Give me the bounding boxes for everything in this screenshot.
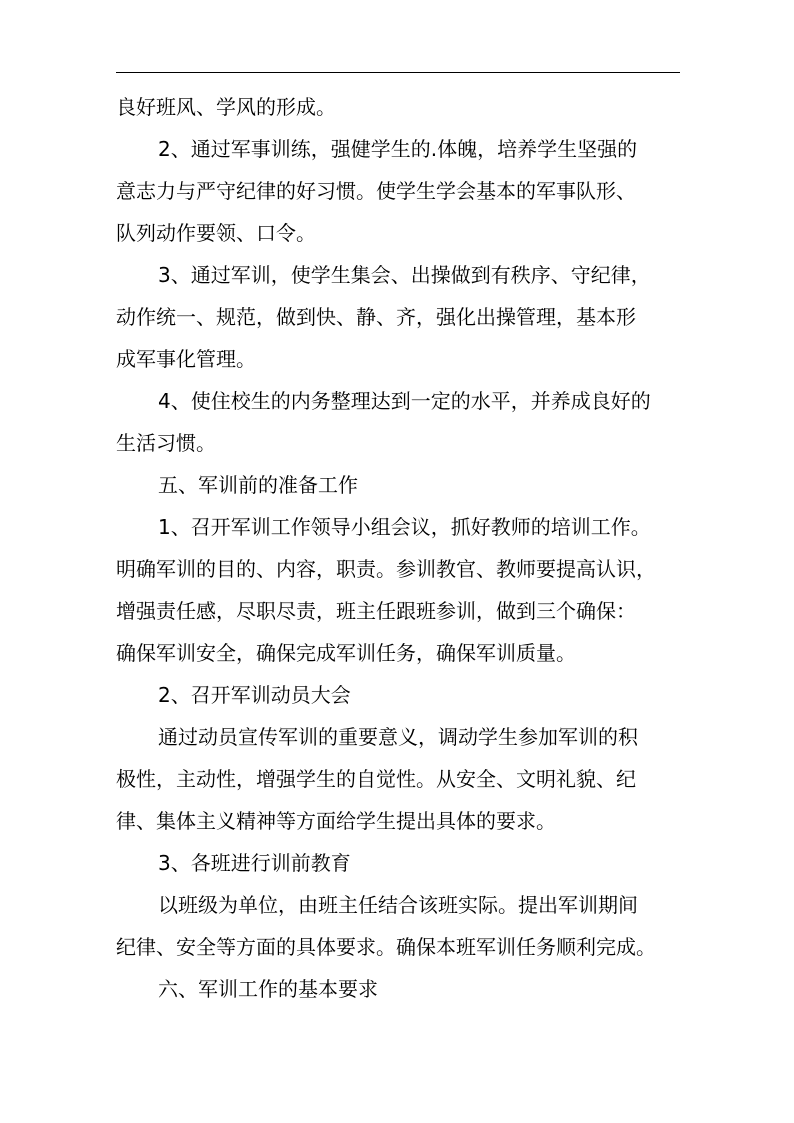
text-line: 3、通过军训，使学生集会、出操做到有秩序、守纪律， — [158, 263, 651, 287]
text-line: 通过动员宣传军训的重要意义，调动学生参加军训的积 — [158, 725, 638, 749]
text-line: 1、召开军训工作领导小组会议，抓好教师的培训工作。 — [158, 515, 651, 539]
subsection-heading: 3、各班进行训前教育 — [158, 851, 351, 875]
text-line: 4、使住校生的内务整理达到一定的水平，并养成良好的 — [158, 389, 651, 413]
header-rule — [116, 72, 680, 73]
text-line: 2、通过军事训练，强健学生的.体魄，培养学生坚强的 — [158, 137, 638, 161]
text-line: 成军事化管理。 — [116, 347, 256, 371]
text-line: 极性，主动性，增强学生的自觉性。从安全、文明礼貌、纪 — [116, 767, 636, 791]
text-line: 律、集体主义精神等方面给学生提出具体的要求。 — [116, 809, 556, 833]
text-line: 确保军训安全，确保完成军训任务，确保军训质量。 — [116, 641, 576, 665]
text-line: 意志力与严守纪律的好习惯。使学生学会基本的军事队形、 — [116, 179, 636, 203]
text-line: 以班级为单位，由班主任结合该班实际。提出军训期间 — [158, 893, 638, 917]
section-heading: 五、军训前的准备工作 — [158, 473, 358, 497]
document-page — [116, 86, 680, 1010]
text-line: 良好班风、学风的形成。 — [116, 95, 336, 119]
subsection-heading: 2、召开军训动员大会 — [158, 683, 351, 707]
section-heading: 六、军训工作的基本要求 — [158, 977, 378, 1001]
text-line: 动作统一、规范，做到快、静、齐，强化出操管理，基本形 — [116, 305, 636, 329]
text-line: 增强责任感，尽职尽责，班主任跟班参训，做到三个确保： — [116, 599, 636, 623]
text-line: 生活习惯。 — [116, 431, 216, 455]
text-line: 明确军训的目的、内容，职责。参训教官、教师要提高认识， — [116, 557, 656, 581]
text-line: 纪律、安全等方面的具体要求。确保本班军训任务顺利完成。 — [116, 935, 656, 959]
text-line: 队列动作要领、口令。 — [116, 221, 316, 245]
